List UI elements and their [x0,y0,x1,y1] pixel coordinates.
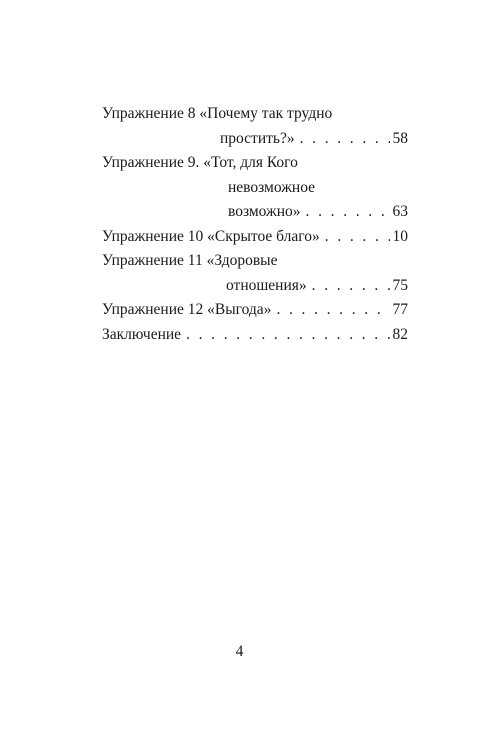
dot-leader [306,200,390,225]
toc-entry-line [102,323,408,348]
toc-page-number: 58 [392,129,408,147]
toc-entry-line [102,176,408,201]
toc-entry-title: Упражнение 9. «Тот, для Кого [102,154,298,171]
toc-entry-line [102,127,408,152]
dot-leader [325,225,390,250]
toc-entry-title: Заключение [102,325,182,343]
toc-page-number: 63 [392,203,408,220]
toc-entry-title: отношения» [226,276,307,294]
toc-entry-exercise-10[interactable] [102,225,408,250]
toc-entry-title: Упражнение 10 «Скрытое благо» [102,227,320,245]
toc-page-number: 75 [392,276,408,294]
toc-entry-line [102,200,408,225]
toc-entry-line [102,249,408,274]
toc-page-number: 82 [392,325,408,343]
dot-leader [312,274,390,299]
toc-page-number: 10 [392,227,408,245]
page-number: 4 [235,643,244,660]
toc-entry-exercise-9[interactable] [102,151,408,225]
dot-leader [186,323,389,348]
toc-entry-title: невозможное [228,178,316,196]
toc-entry-conclusion[interactable] [102,323,408,348]
dot-leader [276,298,389,323]
toc-entry-line [102,102,408,127]
dot-leader [300,127,390,152]
toc-entry-exercise-11[interactable] [102,249,408,298]
toc-entry-title: простить?» [220,129,295,147]
toc-entry-line [102,225,408,250]
toc-entry-title: Упражнение 11 «Здоровые [102,252,278,269]
toc-entry-exercise-12[interactable] [102,298,408,323]
toc-entry-title: возможно» [228,203,301,220]
toc-entry-line [102,298,408,323]
toc-entry-line [102,274,408,299]
toc-entry-line [102,151,408,176]
table-of-contents [102,102,408,347]
toc-entry-exercise-8[interactable] [102,102,408,151]
toc-entry-title: Упражнение 8 «Почему так трудно [102,105,333,122]
toc-page-number: 77 [392,301,408,318]
toc-entry-title: Упражнение 12 «Выгода» [102,301,272,318]
